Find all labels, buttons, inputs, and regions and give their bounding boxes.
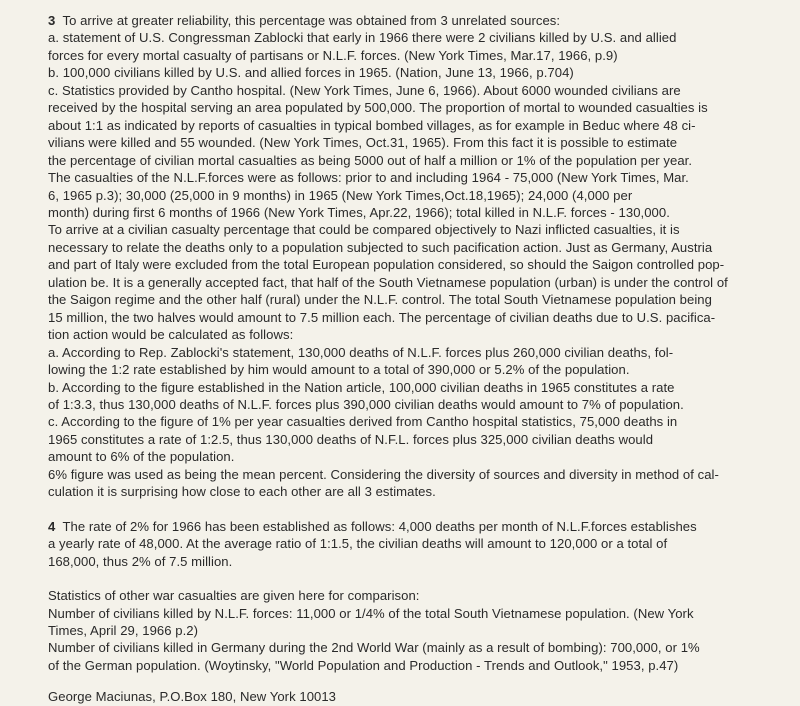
text-line: ulation be. It is a generally accepted fact, that half of the South Vietnamese population (urban) is under the control of [48, 274, 728, 290]
text-line: Number of civilians killed in Germany during the 2nd World War (mainly as a result of bombing): 700,000, or 1% [48, 640, 700, 656]
text-line: b. 100,000 civilians killed by U.S. and allied forces in 1965. (Nation, June 13, 1966, p.704) [48, 65, 574, 81]
text-line: The casualties of the N.L.F.forces were as follows: prior to and including 1964 - 75,000 (New York Times, Mar. [48, 170, 689, 186]
spacer [48, 570, 786, 587]
text-line: forces for every mortal casualty of partisans or N.L.F. forces. (New York Times, Mar.17, 1966, p.9) [48, 47, 618, 63]
spacer [48, 501, 786, 518]
author-address: George Maciunas, P.O.Box 180, New York 10013 [48, 689, 337, 705]
text-line: lowing the 1:2 rate established by him would amount to a total of 390,000 or 5.2% of the population. [48, 362, 630, 378]
text-line: To arrive at a civilian casualty percentage that could be compared objectively to Nazi inflicted casualties, it is [48, 222, 680, 238]
text-line: about 1:1 as indicated by reports of casualties in typical bombed villages, as for example in Beduc where 48 ci- [48, 117, 696, 133]
text-line: 6% figure was used as being the mean percent. Considering the diversity of sources and diversity in method of cal- [48, 466, 719, 482]
text-line: Times, April 29, 1966 p.2) [48, 622, 199, 638]
text-line: 1965 constitutes a rate of 1:2.5, thus 130,000 deaths of N.F.L. forces plus 325,000 civilian deaths would [48, 431, 654, 447]
text-line: a. According to Rep. Zablocki's statement, 130,000 deaths of N.L.F. forces plus 260,000 civilian deaths, fol- [48, 344, 674, 360]
text-line: of 1:3.3, thus 130,000 deaths of N.L.F. forces plus 390,000 civilian deaths would amount to 7% of population. [48, 396, 684, 412]
section-number: 3 [48, 13, 56, 28]
text-line: amount to 6% of the population. [48, 449, 235, 465]
text-line: 3 To arrive at greater reliability, this percentage was obtained from 3 unrelated sources: [48, 13, 561, 28]
section-3 [48, 12, 786, 501]
text-line: the percentage of civilian mortal casualties as being 5000 out of half a million or 1% of the population per year. [48, 152, 693, 168]
text-line: and part of Italy were excluded from the total European population considered, so should the Saigon controlled pop- [48, 257, 725, 273]
text-line: culation it is surprising how close to each other are all 3 estimates. [48, 484, 436, 500]
comparison-section [48, 587, 786, 674]
section-number: 4 [48, 518, 56, 534]
text-line: c. Statistics provided by Cantho hospital. (New York Times, June 6, 1966). About 6000 wounded civilians are [48, 82, 681, 98]
text-line: Number of civilians killed by N.L.F. forces: 11,000 or 1/4% of the total South Vietnamese population. (New York [48, 605, 694, 621]
text-line: 15 million, the two halves would amount to 7.5 million each. The percentage of civilian deaths due to U.S. pacifica- [48, 309, 716, 325]
text-line: 4 The rate of 2% for 1966 has been established as follows: 4,000 deaths per month of N.L.F.forces establishes [48, 518, 697, 534]
text-line: of the German population. (Woytinsky, "World Population and Production - Trends and Outlook," 1953, p.47) [48, 657, 679, 673]
text-line: b. According to the figure established in the Nation article, 100,000 civilian deaths in 1965 constitutes a rate [48, 379, 675, 395]
spacer [48, 674, 786, 688]
text-line: c. According to the figure of 1% per year casualties derived from Cantho hospital statistics, 75,000 deaths in [48, 414, 678, 430]
text-line: a. statement of U.S. Congressman Zablocki that early in 1966 there were 2 civilians killed by U.S. and allied [48, 30, 677, 46]
section-4 [48, 518, 786, 570]
text-line: 6, 1965 p.3); 30,000 (25,000 in 9 months) in 1965 (New York Times,Oct.18,1965); 24,000 (4,000 per [48, 187, 633, 203]
text-line: vilians were killed and 55 wounded. (New York Times, Oct.31, 1965). From this fact it is possible to estimate [48, 135, 678, 151]
text-line: a yearly rate of 48,000. At the average ratio of 1:1.5, the civilian deaths will amount to 120,000 or a total of [48, 536, 668, 552]
text-line: month) during first 6 months of 1966 (New York Times, Apr.22, 1966); total killed in N.L.F. forces - 130,000. [48, 204, 670, 220]
text-line: 168,000, thus 2% of 7.5 million. [48, 553, 233, 569]
text-line: the Saigon regime and the other half (rural) under the N.L.F. control. The total South Vietnamese population being [48, 292, 712, 308]
text-line: Statistics of other war casualties are given here for comparison: [48, 588, 420, 604]
text-line: received by the hospital serving an area populated by 500,000. The proportion of mortal to wounded casualties is [48, 100, 708, 116]
text-line: necessary to relate the deaths only to a population subjected to such pacification action. Just as Germany, Austria [48, 239, 713, 255]
text-line: tion action would be calculated as follows: [48, 327, 294, 343]
